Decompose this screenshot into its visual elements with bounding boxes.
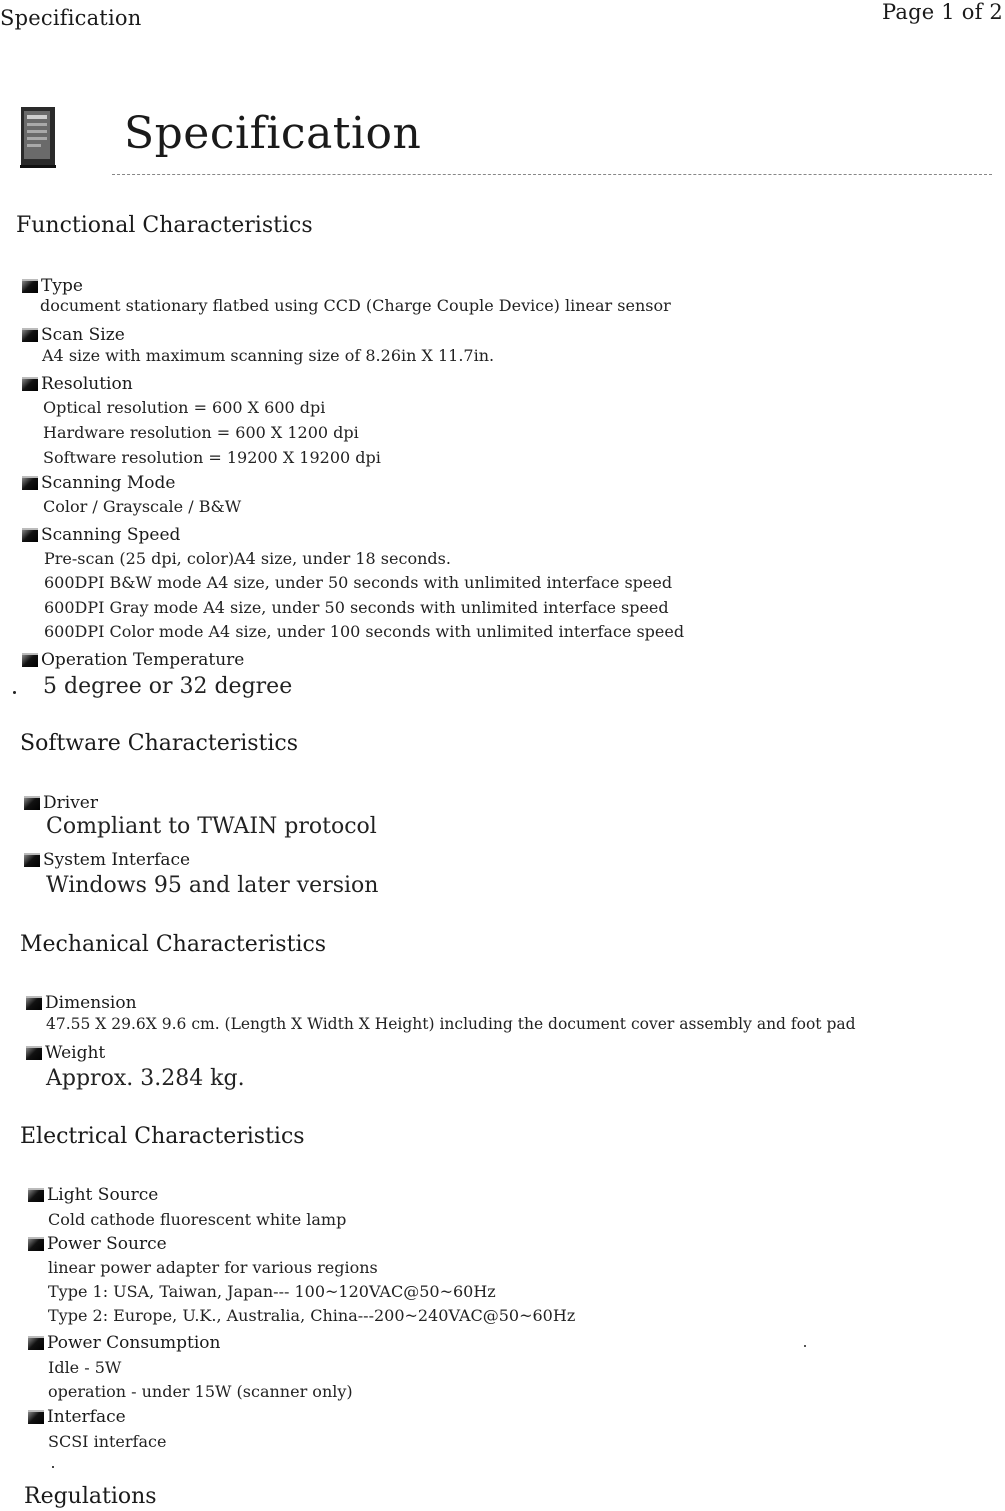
running-header-title: Specification (0, 6, 142, 30)
power-source-heading: Power Source (28, 1234, 167, 1254)
software-heading: Software Characteristics (20, 731, 299, 756)
scan-mark (13, 691, 16, 694)
weight-line: Approx. 3.284 kg. (46, 1066, 245, 1091)
electrical-heading: Electrical Characteristics (20, 1124, 305, 1149)
bullet-icon (24, 853, 40, 867)
type-heading: Type (22, 276, 83, 296)
scanning-speed-line: 600DPI Color mode A4 size, under 100 seconds with unlimited interface speed (44, 622, 685, 641)
page-number: Page 1 of 2 (882, 0, 1003, 24)
weight-heading: Weight (26, 1043, 105, 1063)
dimension-heading: Dimension (26, 993, 137, 1013)
power-source-line: linear power adapter for various regions (48, 1258, 378, 1277)
bullet-icon (26, 1046, 42, 1060)
document-icon (20, 105, 56, 169)
bullet-icon (28, 1188, 44, 1202)
bullet-icon (22, 328, 38, 342)
light-source-line: Cold cathode fluorescent white lamp (48, 1210, 347, 1229)
bullet-icon (28, 1410, 44, 1424)
scan-mark (52, 1466, 54, 1468)
scanning-mode-line: Color / Grayscale / B&W (43, 497, 242, 516)
power-source-line: Type 2: Europe, U.K., Australia, China---200~240VAC@50~60Hz (48, 1306, 576, 1325)
resolution-line: Software resolution = 19200 X 19200 dpi (43, 448, 381, 467)
bullet-icon (28, 1336, 44, 1350)
page-title: Specification (124, 108, 422, 159)
type-line: document stationary flatbed using CCD (Charge Couple Device) linear sensor (40, 296, 671, 315)
scan-size-heading: Scan Size (22, 325, 125, 345)
power-consumption-line: operation - under 15W (scanner only) (48, 1382, 353, 1401)
bullet-icon (28, 1237, 44, 1251)
bullet-icon (22, 279, 38, 293)
light-source-heading: Light Source (28, 1185, 158, 1205)
bullet-icon (26, 996, 42, 1010)
scanning-speed-line: 600DPI B&W mode A4 size, under 50 seconds with unlimited interface speed (44, 573, 673, 592)
temperature-line: 5 degree or 32 degree (43, 674, 293, 699)
resolution-line: Hardware resolution = 600 X 1200 dpi (43, 423, 359, 442)
power-source-line: Type 1: USA, Taiwan, Japan--- 100~120VAC@50~60Hz (48, 1282, 496, 1301)
driver-line: Compliant to TWAIN protocol (46, 814, 377, 839)
scanning-speed-line: 600DPI Gray mode A4 size, under 50 seconds with unlimited interface speed (44, 598, 669, 617)
scanning-speed-heading: Scanning Speed (22, 525, 180, 545)
power-consumption-line: Idle - 5W (48, 1358, 122, 1377)
dimension-line: 47.55 X 29.6X 9.6 cm. (Length X Width X Height) including the document cover assembly and foot pad (46, 1015, 856, 1033)
functional-heading: Functional Characteristics (16, 213, 313, 238)
system-interface-heading: System Interface (24, 850, 190, 870)
mechanical-heading: Mechanical Characteristics (20, 932, 327, 957)
bullet-icon (22, 528, 38, 542)
resolution-line: Optical resolution = 600 X 600 dpi (43, 398, 326, 417)
bullet-icon (22, 377, 38, 391)
scanning-mode-heading: Scanning Mode (22, 473, 175, 493)
regulations-heading: Regulations (24, 1484, 157, 1509)
title-divider (112, 174, 992, 175)
bullet-icon (24, 796, 40, 810)
resolution-heading: Resolution (22, 374, 133, 394)
power-consumption-heading: Power Consumption (28, 1333, 220, 1353)
interface-heading: Interface (28, 1407, 126, 1427)
bullet-icon (22, 653, 38, 667)
driver-heading: Driver (24, 793, 98, 813)
scan-size-line: A4 size with maximum scanning size of 8.26in X 11.7in. (42, 346, 495, 365)
scanning-speed-line: Pre-scan (25 dpi, color)A4 size, under 18 seconds. (44, 549, 451, 568)
system-interface-line: Windows 95 and later version (46, 873, 379, 898)
scan-mark (804, 1345, 806, 1347)
temperature-heading: Operation Temperature (22, 650, 244, 670)
interface-line: SCSI interface (48, 1432, 167, 1451)
bullet-icon (22, 476, 38, 490)
